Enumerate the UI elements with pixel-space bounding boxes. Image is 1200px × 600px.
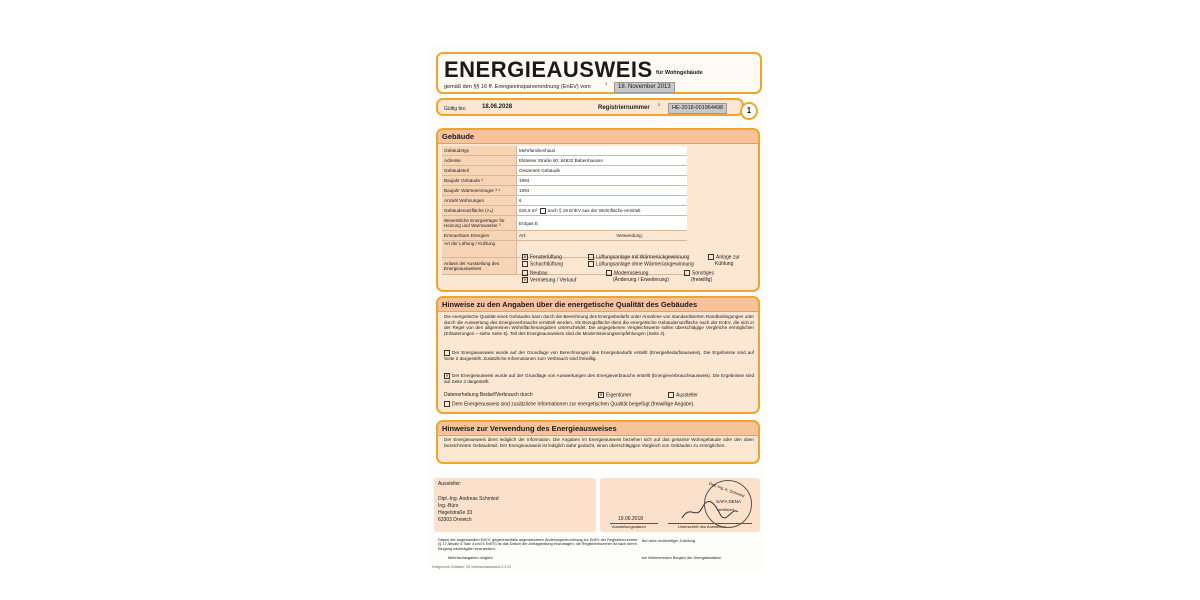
regulation-date: 18. November 2013 [614, 82, 675, 93]
building-section [436, 128, 760, 292]
table-row: Erneuerbare Energien Art: Verwendung: [442, 231, 687, 241]
occasion-modernisation-2: (Änderung / Erweiterung) [613, 277, 669, 283]
registration-label: Registriernummer [598, 105, 650, 111]
stamp-mid-text: SAFA DENA [716, 499, 742, 504]
occasion-other-2: (freiwillig) [691, 277, 713, 283]
valid-label: Gültig bis: [444, 106, 467, 112]
occasion-rent-sale: ✕ Vermietung / Verkauf [523, 277, 577, 284]
table-row: Baujahr Gebäude ³ 1994 [442, 176, 687, 186]
issuer-name: Dipl.-Ing. Andreas Schmied [438, 496, 499, 502]
vent-option-cooling-2: Kühlung [715, 261, 734, 267]
data-collection-label: Datenerhebung Bedarf/Verbrauch durch [444, 392, 533, 398]
stamp-bottom-text: zertifiziert [717, 507, 735, 512]
table-row: Gebäudetyp Mehrfamilienhaus [442, 146, 687, 156]
vent-option-without-recovery: Lüftungsanlage ohne Wärmerückgewinnung [588, 261, 694, 267]
area-note-checkbox[interactable] [540, 208, 546, 214]
vent-option-shaft: Schachtlüftung [522, 261, 563, 267]
signature-box [600, 478, 760, 532]
occasion-other: Sonstiges [684, 270, 714, 276]
table-row: Baujahr Wärmeerzeuger ³ ⁴ 1994 [442, 186, 687, 196]
issuer-box [434, 478, 596, 532]
quality-intro: Die energetische Qualität eines Gebäudes kann durch die Berechnung des Energiebedarfs unter Annahme von standardisierten Randbedingungen oder durch die Auswertung des Energieverbrauchs ermittelt werden. Als Bezugsfläche dient die energetische Gebäudenutzfläche nach der EnEV, die sich in der Regel von den allgemeinen Wohnflächenangaben unterscheidet. Die angegebenen Vergleichswerte sollen überschlägige Vergleiche ermöglichen (Erläuterungen – siehe Seite 5). Teil des Energieausweises sind die Modernisierungsempfehlungen (Seite 4). [444, 314, 754, 336]
occasion-new-build: Neubau [522, 270, 548, 276]
footnote-5: bei Wärmenetzen Baujahr der Übergabestation [642, 556, 722, 560]
table-row: Anzahl Wohnungen 6 [442, 196, 687, 206]
vent-option-cooling: Anlage zur [708, 254, 740, 260]
quality-heading: Hinweise zu den Angaben über die energetische Qualität des Gebäudes [438, 298, 758, 312]
footnote-4: Bei nicht rechtzeitiger Zuteilung [642, 539, 695, 543]
valid-until: 18.06.2028 [482, 104, 513, 110]
usage-heading: Hinweise zur Verwendung des Energieausweises [438, 422, 758, 436]
issue-date-label: Ausstellungsdatum [612, 524, 646, 529]
stamp-top-text: Dipl.-Ing. A. Schmied [708, 480, 746, 499]
registration-footnote: 2 [658, 102, 661, 107]
quality-option-demand: Der Energieausweis wurde auf der Grundlage von Berechnungen des Energiebedarfs erstellt (Energiebedarfsausweis). Die Ergebnisse sind auf Seite 2 dargestellt. Zusätzliche Informationen zum Verbrauch sind freiwillig. [444, 350, 754, 361]
issuer-label: Aussteller: [438, 481, 462, 487]
extra-info: Dem Energieausweis sind zusätzliche Informationen zur energetischen Qualität beigefügt (freiwillige Angabe). [444, 401, 695, 407]
energy-certificate-page [428, 44, 764, 572]
software-note: Hottgenroth Software, V8 Verbrauchsausweis 3.3.20 [432, 565, 511, 569]
issue-date: 19.06.2018 [618, 516, 644, 522]
usage-text: Der Energieausweis dient lediglich der Information. Die Angaben im Energieausweis beziehen sich auf das gesamte Wohngebäude oder den oben bezeichneten Gebäudeteil. Der Energieausweis ist lediglich dafür gedacht, einen überschlägigen Vergleich von Gebäuden zu ermöglichen. [444, 437, 754, 448]
vent-option-with-recovery: Lüftungsanlage mit Wärmerückgewinnung [588, 254, 689, 260]
issuer-street: Hegelstraße 33 [438, 510, 473, 516]
table-row: Gebäudenutzfläche (Aₙ) 526,6 m² nach § 19 EnEV aus der Wohnfläche ermittelt [442, 206, 687, 216]
table-row: Adresse Elsässer Straße 60, 64832 Babenhausen [442, 156, 687, 166]
vent-option-window: ✕ Fensterlüftung [523, 254, 562, 261]
quality-section [436, 296, 760, 414]
issuer-city: 63303 Dreieich [438, 517, 472, 523]
issuer-office: Ing.-Büro [438, 503, 459, 509]
table-row: Art der Lüftung / Kühlung [442, 241, 687, 258]
page-number-badge: 1 [740, 102, 758, 120]
data-owner: ✕ Eigentümer [599, 392, 632, 399]
signature-label: Unterschrift des Ausstellers [678, 524, 727, 529]
data-issuer: Aussteller [668, 392, 698, 398]
regulation-footnote: 1 [605, 81, 608, 86]
document-title: ENERGIEAUSWEIS [444, 57, 653, 82]
table-row: Anlass der Ausstellung des Energieausweises [442, 258, 687, 275]
usage-section [436, 420, 760, 464]
official-stamp [704, 480, 752, 528]
registration-number: HE-2018-001964498 [668, 103, 727, 114]
quality-option-consumption: ✕ Der Energieausweis wurde auf der Grundlage von Auswertungen des Energieverbrauchs erstellt (Energieverbrauchsausweis). Die Ergebnisse sind auf Seite 3 dargestellt. [444, 373, 754, 384]
area-note: nach § 19 EnEV aus der Wohnfläche ermittelt [547, 207, 641, 213]
header-box [436, 52, 762, 94]
occasion-modernisation: Modernisierung [606, 270, 648, 276]
table-row: Wesentliche Energieträger für Heizung und Warmwasser ³ Erdgas E [442, 216, 687, 231]
building-heading: Gebäude [438, 130, 758, 144]
table-row: Gebäudeteil Gesamtes Gebäude [442, 166, 687, 176]
regulation-text: gemäß den §§ 16 ff. Energieeinsparverordnung (EnEV) vom [444, 84, 591, 90]
document-subtitle: für Wohngebäude [656, 70, 703, 76]
footnote-1: Datum der angewandten EnEV, gegebenenfalls angewendeten Änderungsverordnung zur EnEV der Registriernummer (§ 17 Absatz 4 Satz 4 und 5 EnEV) ist das Datum der Antragstellung einzutragen; die Registriernummer ist nach deren Eingang nachträglich einzusetzen. [438, 538, 638, 551]
meta-box [436, 98, 744, 116]
footnote-3: Mehrfachangaben möglich [448, 556, 493, 560]
usage-label: Verwendung: [616, 233, 643, 238]
